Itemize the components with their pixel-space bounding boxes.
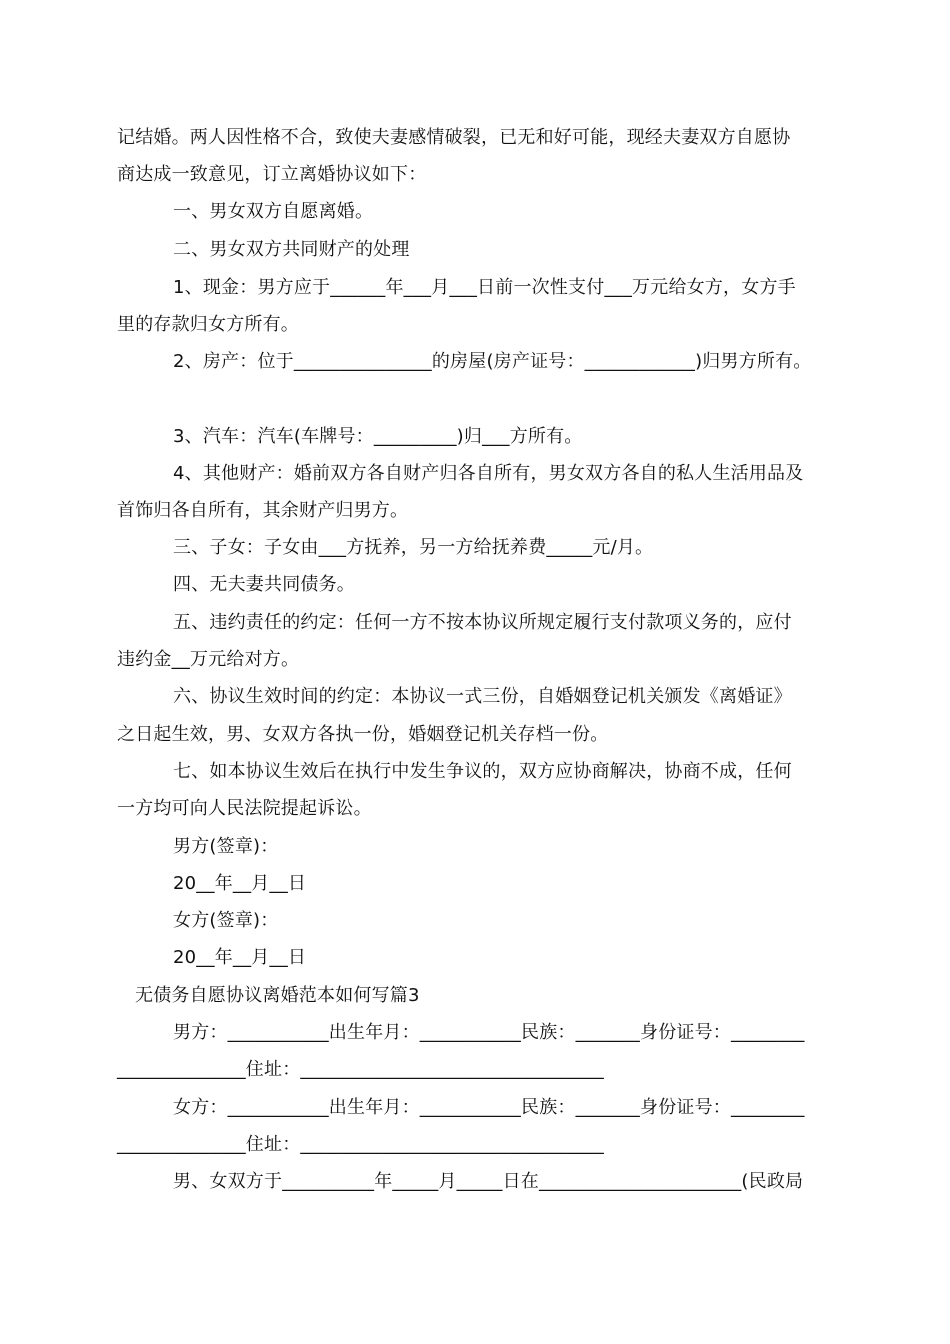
text-line: 违约金__万元给对方。	[117, 649, 300, 670]
text-line: 五、违约责任的约定：任何一方不按本协议所规定履行支付款项义务的，应付	[173, 612, 792, 633]
text-line: 一、男女双方自愿离婚。	[173, 201, 374, 222]
text-line: 二、男女双方共同财产的处理	[173, 239, 410, 260]
date-line: 20__年__月__日	[173, 873, 307, 894]
text-line: 1、现金：男方应于______年___月___日前一次性支付___万元给女方，女方手	[173, 277, 796, 298]
text-line: 六、协议生效时间的约定：本协议一式三份，自婚姻登记机关颁发《离婚证》	[173, 686, 792, 707]
form-line: 男、女双方于__________年_____月_____日在______________________(民政局	[173, 1171, 804, 1192]
text-line: 商达成一致意见，订立离婚协议如下：	[117, 164, 427, 185]
form-line: 女方：___________出生年月：___________民族：_______身份证号：________	[173, 1097, 805, 1118]
text-line: 三、子女：子女由___方抚养，另一方给抚养费_____元/月。	[173, 537, 654, 558]
text-line: 2、房产：位于_______________的房屋(房产证号：____________)归男方所有。	[173, 351, 812, 372]
date-line: 20__年__月__日	[173, 947, 307, 968]
form-line: ______________住址：_________________________________	[117, 1134, 604, 1155]
signature-label-male: 男方(签章)：	[173, 836, 279, 857]
form-line: 男方：___________出生年月：___________民族：_______身份证号：________	[173, 1022, 805, 1043]
text-line: 记结婚。两人因性格不合，致使夫妻感情破裂，已无和好可能，现经夫妻双方自愿协	[117, 127, 791, 148]
text-line: 首饰归各自所有，其余财产归男方。	[117, 500, 409, 521]
form-line: ______________住址：_________________________________	[117, 1059, 604, 1080]
text-line: 之日起生效，男、女双方各执一份，婚姻登记机关存档一份。	[117, 724, 609, 745]
text-line: 四、无夫妻共同债务。	[173, 574, 355, 595]
text-line: 3、汽车：汽车(车牌号：_________)归___方所有。	[173, 426, 583, 447]
text-line: 里的存款归女方所有。	[117, 314, 299, 335]
signature-label-female: 女方(签章)：	[173, 910, 279, 931]
text-line: 一方均可向人民法院提起诉讼。	[117, 798, 372, 819]
text-line: 七、如本协议生效后在执行中发生争议的，双方应协商解决，协商不成，任何	[173, 761, 792, 782]
section-heading: 无债务自愿协议离婚范本如何写篇3	[135, 985, 420, 1006]
text-line: 4、其他财产：婚前双方各自财产归各自所有，男女双方各自的私人生活用品及	[173, 463, 804, 484]
